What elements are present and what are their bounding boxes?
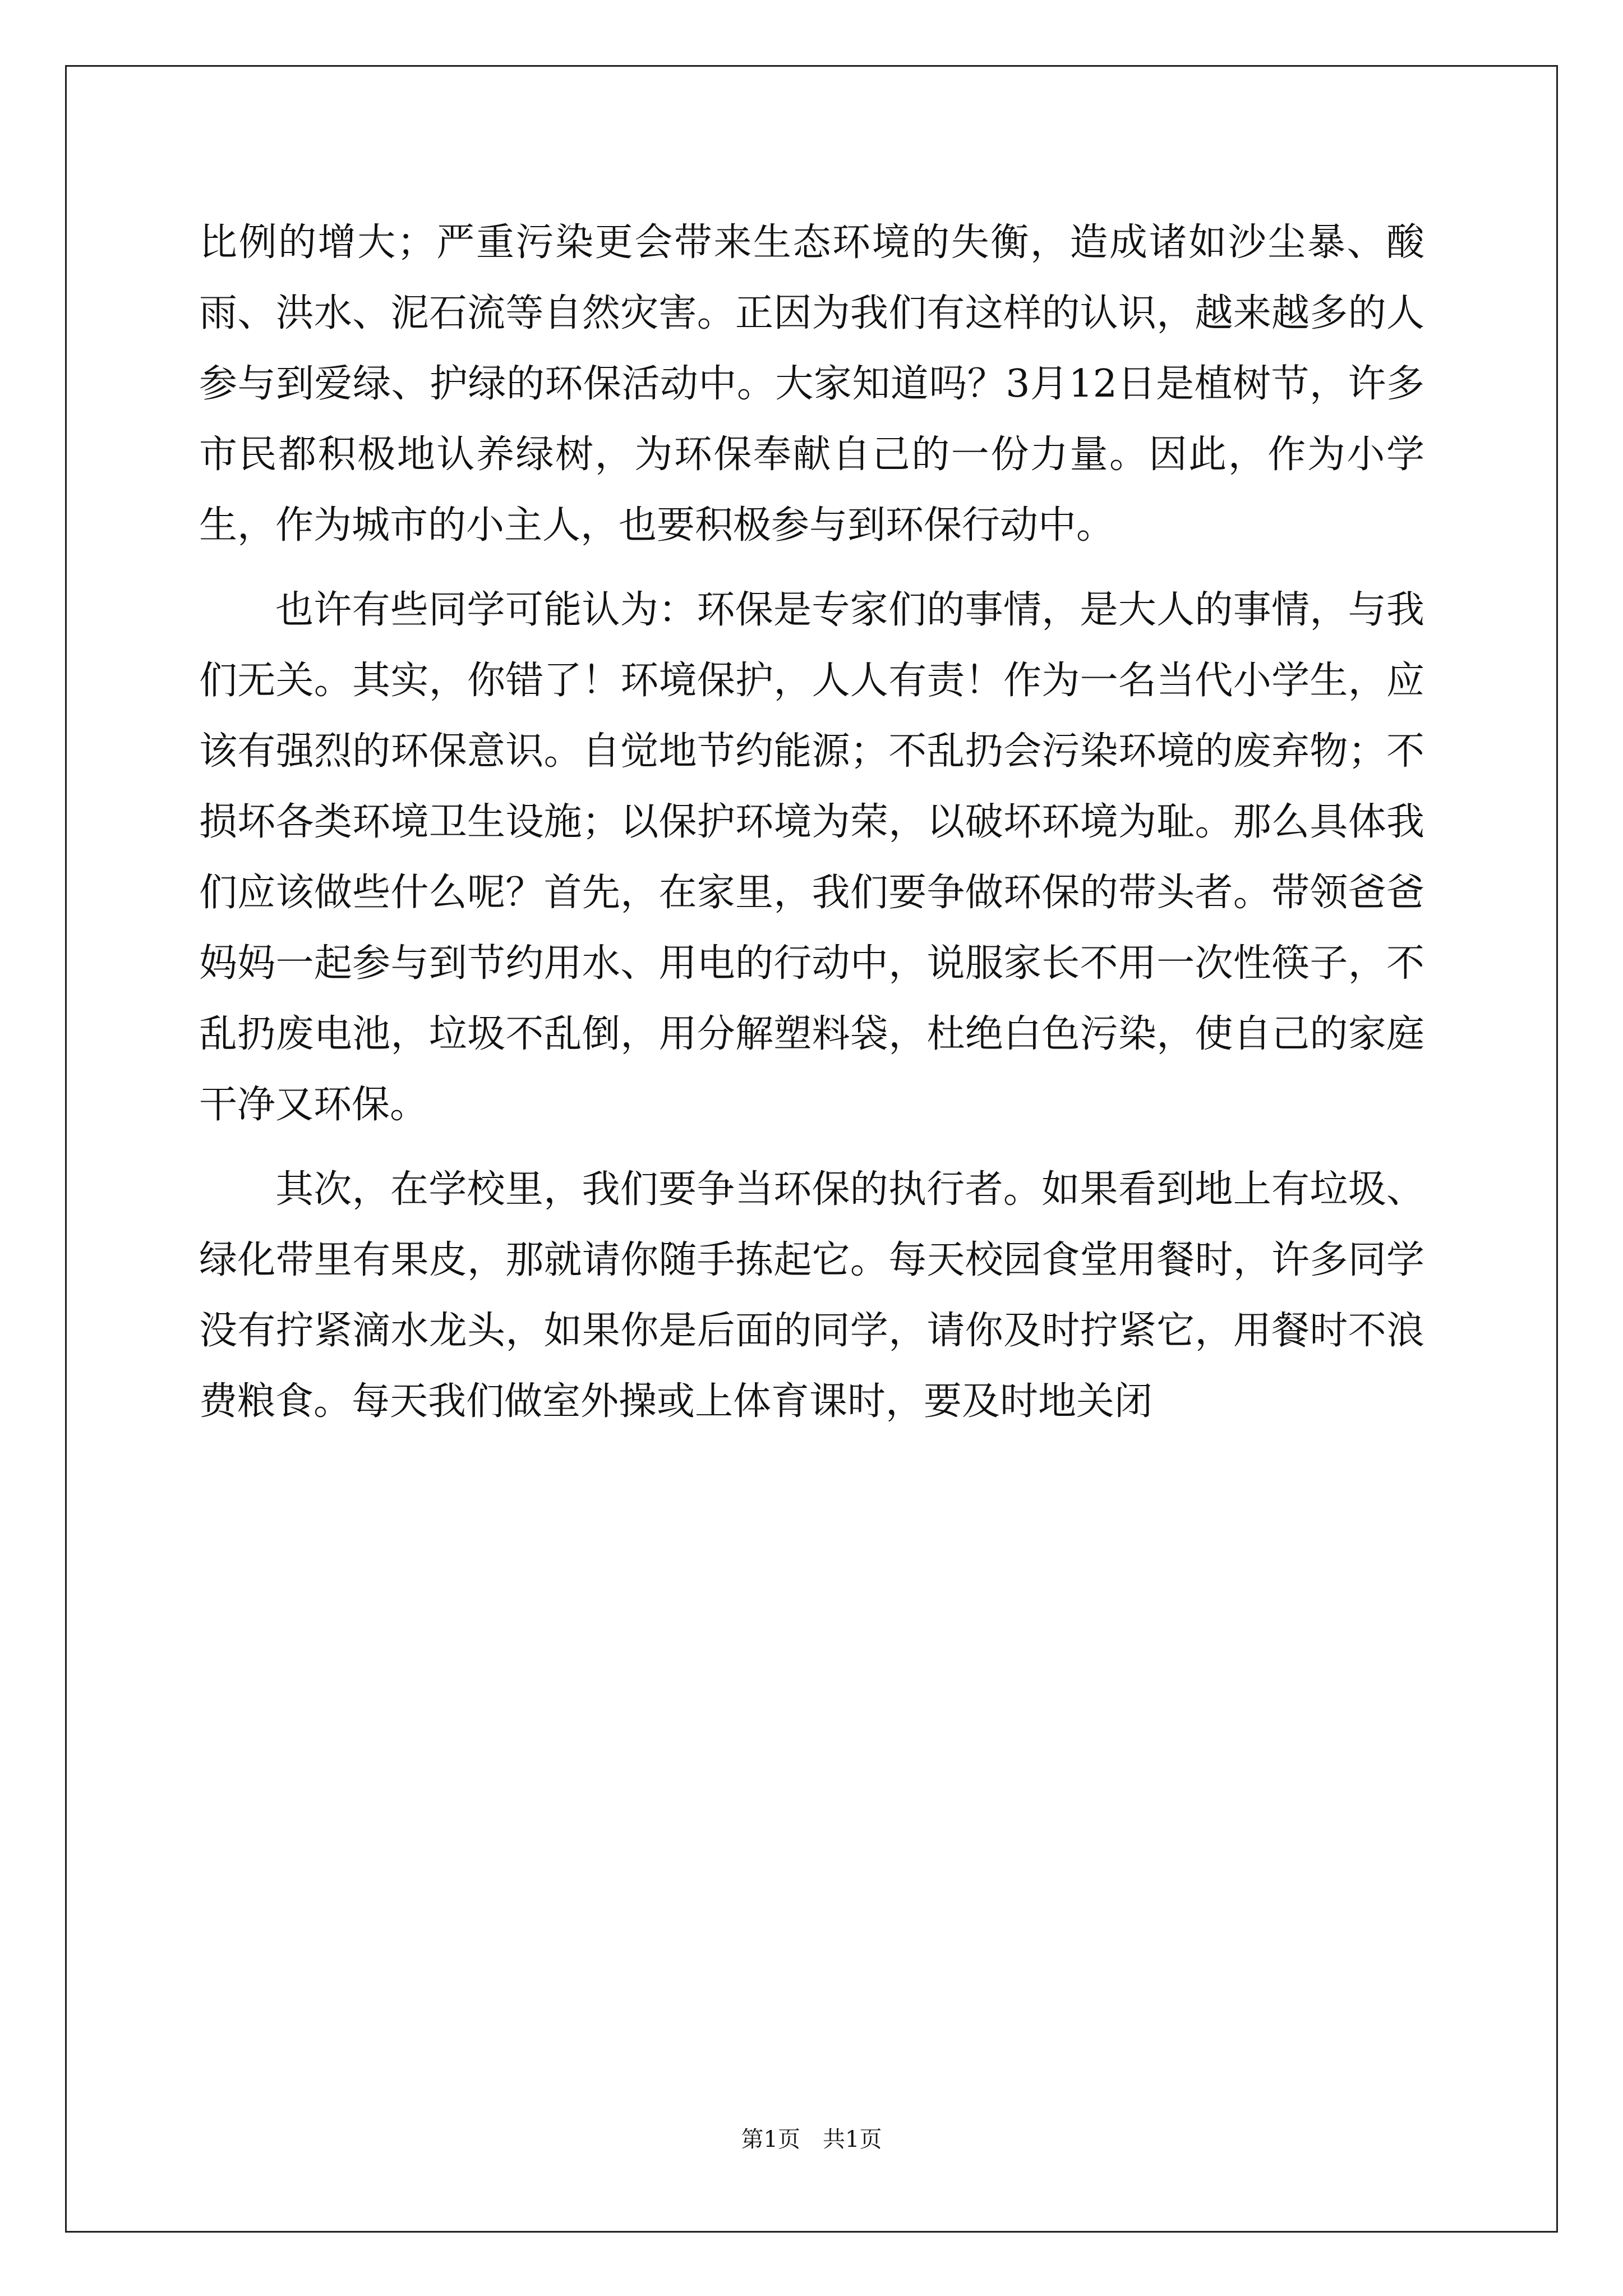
paragraph-1: 比例的增大；严重污染更会带来生态环境的失衡，造成诸如沙尘暴、酸雨、洪水、泥石流等自然灾害。正因为我们有这样的认识，越来越多的人参与到爱绿、护绿的环保活动中。大家知道吗？3月12日是植树节，许多市民都积极地认养绿树，为环保奉献自己的一份力量。因此，作为小学生，作为城市的小主人，也要积极参与到环保行动中。 [199, 220, 1424, 547]
paragraph-3: 其次，在学校里，我们要争当环保的执行者。如果看到地上有垃圾、绿化带里有果皮，那就请你随手拣起它。每天校园食堂用餐时，许多同学没有拧紧滴水龙头，如果你是后面的同学，请你及时拧紧它，用餐时不浪费粮食。每天我们做室外操或上体育课时，要及时地关闭 [199, 1167, 1424, 1424]
paragraph-2: 也许有些同学可能认为：环保是专家们的事情，是大人的事情，与我们无关。其实，你错了！环境保护，人人有责！作为一名当代小学生，应该有强烈的环保意识。自觉地节约能源；不乱扔会污染环境的废弃物；不损坏各类环境卫生设施；以保护环境为荣，以破坏环境为耻。那么具体我们应该做些什么呢？首先，在家里，我们要争做环保的带头者。带领爸爸妈妈一起参与到节约用水、用电的行动中，说服家长不用一次性筷子，不乱扔废电池，垃圾不乱倒，用分解塑料袋，杜绝白色污染，使自己的家庭干净又环保。 [199, 588, 1424, 1127]
page-total: 共1页 [823, 2127, 882, 2152]
page-number: 第1页 [741, 2127, 800, 2152]
document-body [199, 208, 1424, 1451]
page-footer [0, 2122, 1623, 2154]
